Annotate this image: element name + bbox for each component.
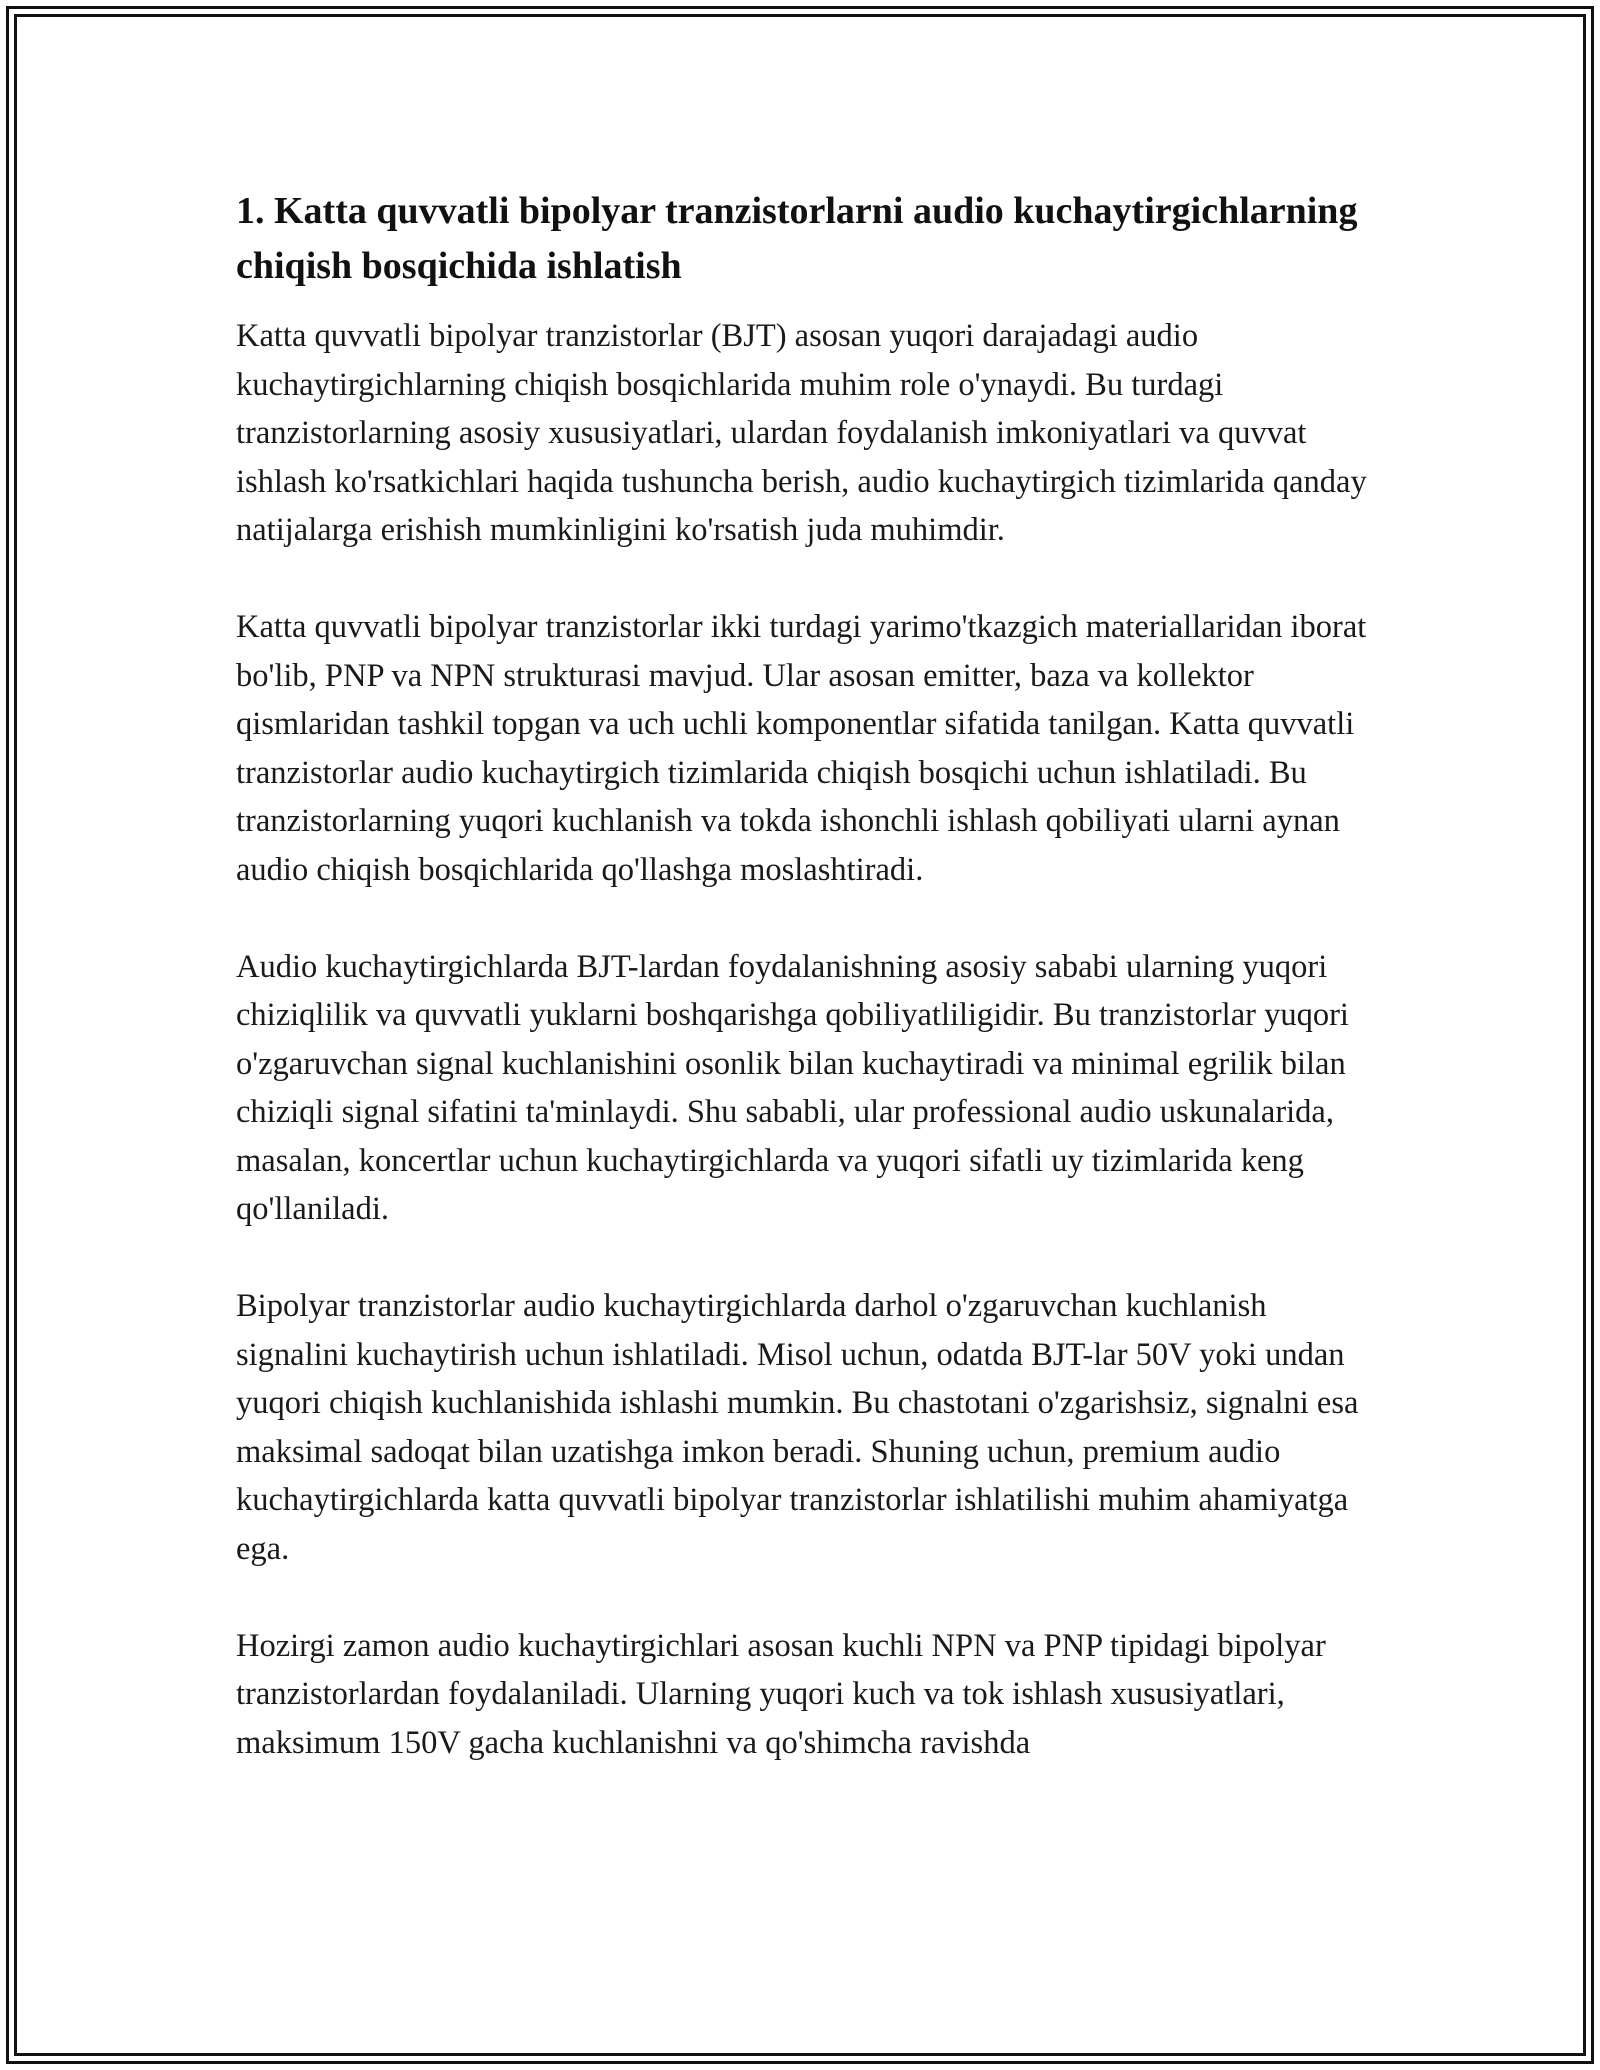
section-heading: 1. Katta quvvatli bipolyar tranzistorlarni audio kuchaytirgichlarning chiqish bosqichida ishlatish xyxy=(236,190,1358,287)
paragraph-5: Hozirgi zamon audio kuchaytirgichlari asosan kuchli NPN va PNP tipidagi bipolyar tranzistorlardan foydalaniladi. Ularning yuqori kuch va tok ishlash xususiyatlari, maksimum 150V gacha kuchlanishni va qo'shimcha ravishda xyxy=(236,1627,1326,1761)
paragraph-1: Katta quvvatli bipolyar tranzistorlar (BJT) asosan yuqori darajadagi audio kuchaytirgichlarning chiqish bosqichlarida muhim role o'ynaydi. Bu turdagi tranzistorlarning asosiy xususiyatlari, ulardan foydalanish imkoniyatlari va quvvat ishlash ko'rsatkichlari haqida tushuncha berish, audio kuchaytirgich tizimlarida qanday natijalarga erishish mumkinligini ko'rsatish juda muhimdir. xyxy=(236,318,1367,548)
document-body xyxy=(236,184,1376,1767)
paragraph-3: Audio kuchaytirgichlarda BJT-lardan foydalanishning asosiy sababi ularning yuqori chiziqlilik va quvvatli yuklarni boshqarishga qobiliyatliligidir. Bu tranzistorlar yuqori o'zgaruvchan signal kuchlanishini osonlik bilan kuchaytiradi va minimal egrilik bilan chiziqli signal sifatini ta'minlaydi. Shu sababli, ular professional audio uskunalarida, masalan, koncertlar uchun kuchaytirgichlarda va yuqori sifatli uy tizimlarida keng qo'llaniladi. xyxy=(236,948,1349,1227)
paragraph-4: Bipolyar tranzistorlar audio kuchaytirgichlarda darhol o'zgaruvchan kuchlanish signalini kuchaytirish uchun ishlatiladi. Misol uchun, odatda BJT-lar 50V yoki undan yuqori chiqish kuchlanishida ishlashi mumkin. Bu chastotani o'zgarishsiz, signalni esa maksimal sadoqat bilan uzatishga imkon beradi. Shuning uchun, premium audio kuchaytirgichlarda katta quvvatli bipolyar tranzistorlar ishlatilishi muhim ahamiyatga ega. xyxy=(236,1288,1359,1567)
paragraph-2: Katta quvvatli bipolyar tranzistorlar ikki turdagi yarimo'tkazgich materiallaridan iborat bo'lib, PNP va NPN strukturasi mavjud. Ular asosan emitter, baza va kollektor qismlaridan tashkil topgan va uch uchli komponentlar sifatida tanilgan. Katta quvvatli tranzistorlar audio kuchaytirgich tizimlarida chiqish bosqichi uchun ishlatiladi. Bu tranzistorlarning yuqori kuchlanish va tokda ishonchli ishlash qobiliyati ularni aynan audio chiqish bosqichlarida qo'llashga moslashtiradi. xyxy=(236,609,1367,888)
